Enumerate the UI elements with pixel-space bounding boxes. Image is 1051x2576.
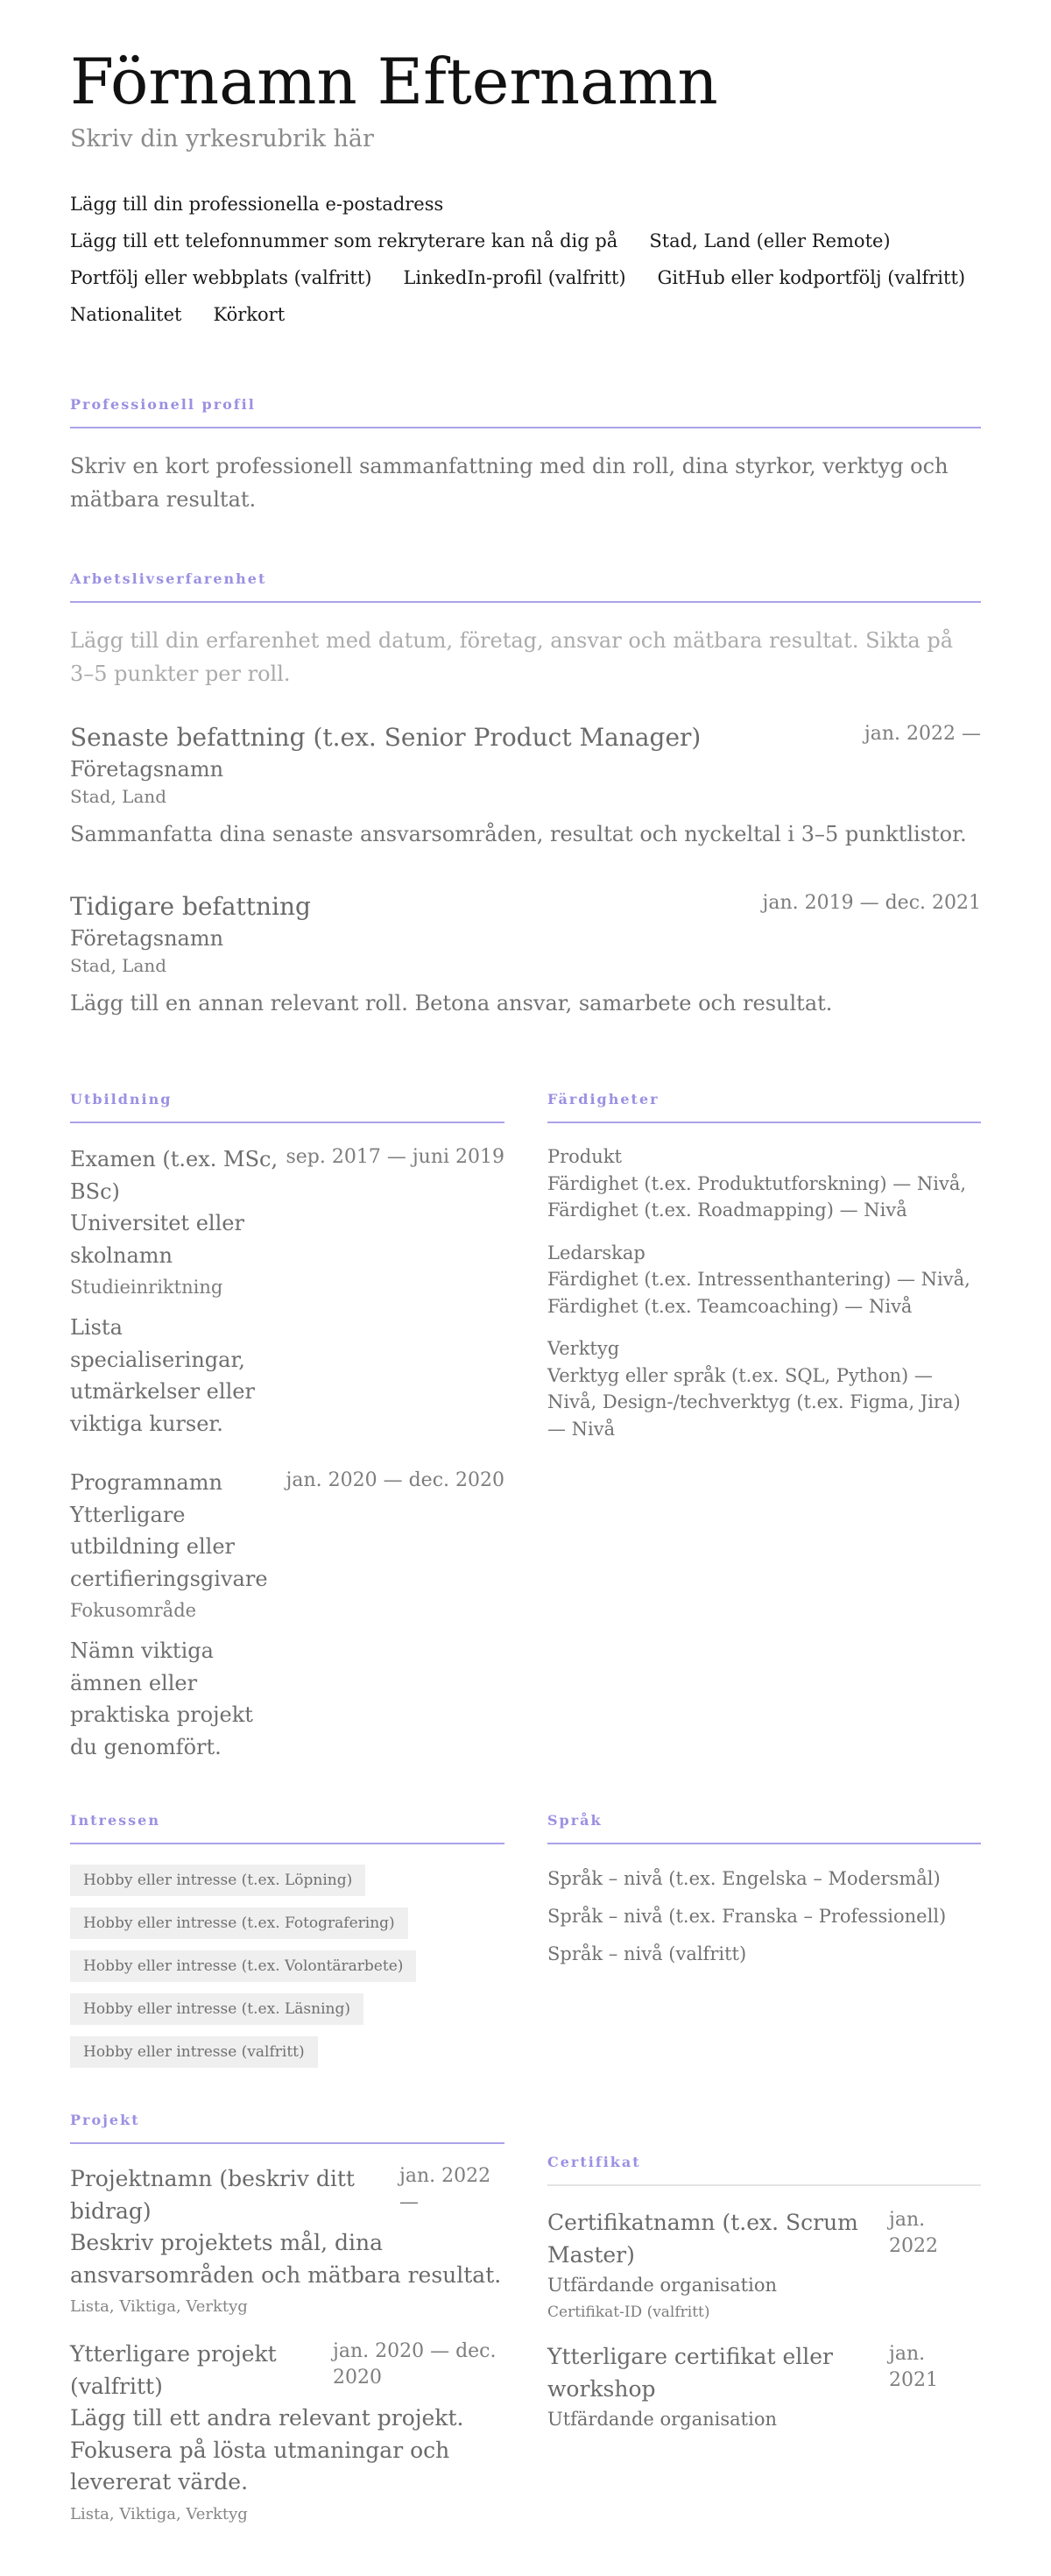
education-entry [70, 1143, 504, 1440]
section-divider [70, 427, 981, 428]
contact-portfolio[interactable]: Portfölj eller webbplats (valfritt) [70, 267, 372, 288]
skill-group-name: Produkt [547, 1146, 622, 1167]
project-date: jan. 2020 — dec. 2020 [333, 2340, 497, 2388]
section-heading: Språk [547, 1812, 603, 1829]
job-date: jan. 2022 — [864, 723, 981, 745]
skill-group-items: Verktyg eller språk (t.ex. SQL, Python) — Nivå, Design-/techverktyg (t.ex. Figma, Jira) — Nivå [547, 1364, 961, 1440]
profile-section [70, 394, 981, 516]
skill-group-name: Ledarskap [547, 1242, 645, 1263]
job-location: Stad, Land [70, 955, 167, 976]
job-title: Senaste befattning (t.ex. Senior Product Manager) [70, 723, 702, 752]
language-item: Språk – nivå (valfritt) [547, 1943, 747, 1964]
interest-chip: Hobby eller intresse (t.ex. Fotografering) [70, 1907, 408, 1939]
education-entry [70, 1467, 504, 1763]
job-headline: Skriv din yrkesrubrik här [70, 125, 374, 152]
certificate-issuer: Utfärdande organisation [547, 2275, 778, 2296]
certificate-title: Ytterligare certifikat eller workshop [547, 2344, 833, 2402]
interest-chip: Hobby eller intresse (t.ex. Volontärarbete) [70, 1950, 416, 1982]
project-tags: Lista, Viktiga, Verktyg [70, 2504, 248, 2523]
section-divider [70, 601, 981, 603]
language-item: Språk – nivå (t.ex. Engelska – Modersmål) [547, 1868, 941, 1889]
skill-group-items: Färdighet (t.ex. Intressenthantering) — Nivå, Färdighet (t.ex. Teamcoaching) — Nivå [547, 1269, 970, 1317]
certificate-date: jan. 2022 [889, 2209, 938, 2257]
project-description: Beskriv projektets mål, dina ansvarsområden och mätbara resultat. [70, 2230, 502, 2288]
project-title: Projektnamn (beskriv ditt bidrag) [70, 2166, 355, 2224]
interest-chip: Hobby eller intresse (valfritt) [70, 2036, 318, 2068]
section-divider [547, 1122, 981, 1123]
interests-section [70, 1810, 504, 2079]
job-summary: Sammanfatta dina senaste ansvarsområden, resultat och nyckeltal i 3–5 punktlistor. [70, 822, 967, 846]
language-item: Språk – nivå (t.ex. Franska – Professionell) [547, 1906, 947, 1927]
education-section [70, 1089, 504, 1763]
education-description: Nämn viktiga ämnen eller praktiska projekt du genomfört. [70, 1638, 253, 1759]
skills-section [547, 1089, 981, 1458]
job-company: Företagsnamn [70, 926, 224, 951]
section-heading: Professionell profil [70, 396, 256, 413]
contact-nationality: Nationalitet [70, 304, 182, 325]
skill-group [547, 1240, 981, 1320]
job-location: Stad, Land [70, 786, 167, 807]
languages-section [547, 1810, 981, 1973]
contact-location: Stad, Land (eller Remote) [649, 230, 891, 251]
contact-github[interactable]: GitHub eller kodportfölj (valfritt) [657, 267, 966, 288]
section-heading: Färdigheter [547, 1091, 660, 1108]
interest-chip: Hobby eller intresse (t.ex. Löpning) [70, 1865, 365, 1896]
interest-chip: Hobby eller intresse (t.ex. Läsning) [70, 1993, 363, 2025]
education-degree: Programnamn [70, 1470, 222, 1495]
job-summary: Lägg till en annan relevant roll. Betona ansvar, samarbete och resultat. [70, 991, 833, 1016]
skill-group [547, 1143, 981, 1224]
contact-email[interactable]: Lägg till din professionella e-postadress [70, 194, 444, 215]
section-heading: Intressen [70, 1812, 160, 1829]
section-divider [547, 2184, 981, 2186]
education-date: sep. 2017 — juni 2019 [286, 1146, 504, 1168]
project-entry [70, 2339, 504, 2530]
job-title: Tidigare befattning [70, 892, 311, 921]
section-heading: Certifikat [547, 2154, 641, 2170]
job-date: jan. 2019 — dec. 2021 [762, 892, 981, 914]
project-description: Lägg till ett andra relevant projekt. Fokusera på lösta utmaningar och levererat värde. [70, 2405, 464, 2495]
project-entry [70, 2163, 504, 2323]
job-entry [70, 720, 981, 851]
education-field: Fokusområde [70, 1600, 197, 1621]
skill-group-name: Verktyg [547, 1338, 620, 1359]
project-date: jan. 2022 — [399, 2165, 491, 2213]
section-divider [70, 2142, 504, 2144]
certificate-title: Certifikatnamn (t.ex. Scrum Master) [547, 2210, 858, 2268]
certificates-section [547, 2152, 981, 2433]
section-heading: Projekt [70, 2112, 140, 2128]
contact-row [70, 296, 998, 333]
candidate-name: Förnamn Efternamn [70, 45, 718, 118]
education-degree: Examen (t.ex. MSc, BSc) [70, 1147, 279, 1204]
education-description: Lista specialiseringar, utmärkelser eller viktiga kurser. [70, 1315, 255, 1436]
contact-linkedin[interactable]: LinkedIn-profil (valfritt) [403, 267, 626, 288]
contact-row [70, 223, 998, 259]
education-school: Universitet eller skolnamn [70, 1211, 244, 1268]
section-heading: Utbildning [70, 1091, 173, 1108]
project-title: Ytterligare projekt (valfritt) [70, 2341, 277, 2399]
contact-row [70, 186, 998, 223]
contact-info [70, 186, 998, 333]
certificate-date: jan. 2021 [889, 2343, 938, 2391]
section-divider [70, 1843, 504, 1844]
section-divider [70, 1122, 504, 1123]
skill-group-items: Färdighet (t.ex. Produktutforskning) — Nivå, Färdighet (t.ex. Roadmapping) — Nivå [547, 1172, 967, 1221]
certificate-id: Certifikat-ID (valfritt) [547, 2304, 710, 2321]
certificate-issuer: Utfärdande organisation [547, 2409, 778, 2430]
certificate-entry [547, 2207, 981, 2325]
education-date: jan. 2020 — dec. 2020 [286, 1469, 504, 1491]
education-school: Ytterligare utbildning eller certifieringsgivare [70, 1502, 268, 1591]
skill-group [547, 1335, 981, 1442]
certificate-entry [547, 2341, 981, 2433]
job-entry [70, 889, 981, 1020]
contact-license: Körkort [213, 304, 286, 325]
job-company: Företagsnamn [70, 757, 224, 782]
education-field: Studieinriktning [70, 1277, 223, 1298]
projects-section [70, 2110, 504, 2530]
experience-section [70, 569, 981, 1020]
contact-phone[interactable]: Lägg till ett telefonnummer som rekryterare kan nå dig på [70, 230, 618, 251]
experience-intro: Lägg till din erfarenhet med datum, företag, ansvar och mätbara resultat. Sikta på 3–5 punkter per roll. [70, 628, 953, 686]
profile-summary: Skriv en kort professionell sammanfattning med din roll, dina styrkor, verktyg och mätbara resultat. [70, 454, 949, 512]
section-divider [547, 1843, 981, 1844]
section-heading: Arbetslivserfarenhet [70, 570, 267, 587]
contact-row [70, 259, 998, 296]
project-tags: Lista, Viktiga, Verktyg [70, 2297, 248, 2316]
